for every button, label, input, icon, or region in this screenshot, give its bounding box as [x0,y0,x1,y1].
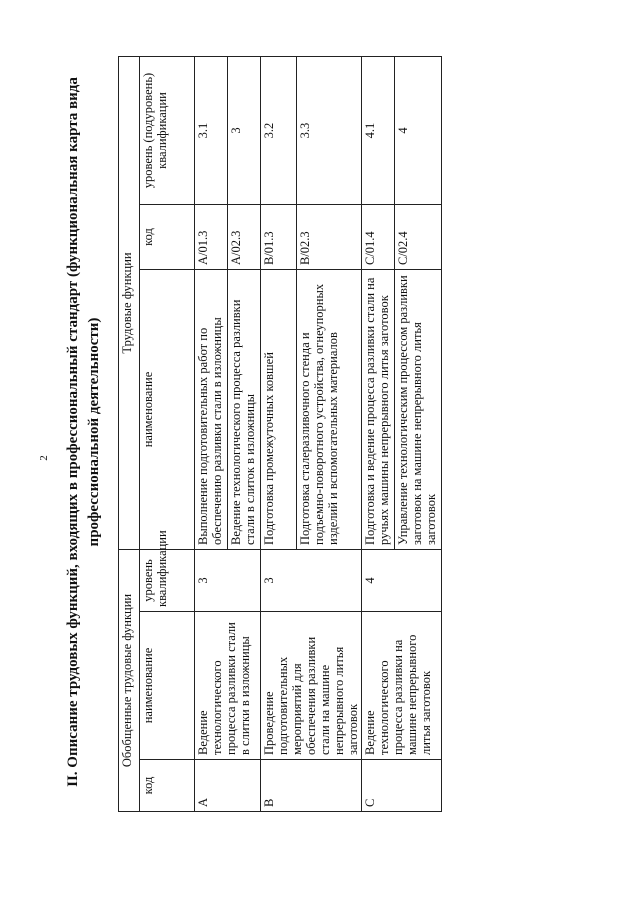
header-labor-code: код [140,205,195,270]
header-row-2 [140,56,195,811]
table-row [362,56,395,811]
title-line-2: профессиональной деятельности) [86,317,102,547]
title-line-1: II. Описание трудовых функций, входящих в профессиональный стандарт (функциональная карта вида [65,77,81,787]
function-code: A/01.3 [195,205,228,270]
header-name: наименование [140,612,195,760]
function-code: C/01.4 [362,205,395,270]
table-row [195,56,228,811]
section-title [64,52,124,812]
group-name: Ведение технологического процесса разливки на машине непрерывного литья заготовок [362,612,442,760]
header-labor-functions: Трудовые функции [119,56,140,549]
function-name: Управление технологическим процессом разливки заготовок на машине непрерывного литья заготовок [395,270,442,550]
group-code: A [195,760,261,812]
function-level: 4 [395,56,442,204]
function-level: 4.1 [362,56,395,204]
header-generalized-functions: Обобщенные трудовые функции [119,550,140,812]
functional-map-table [118,56,442,812]
function-code: B/01.3 [261,205,297,270]
table-row [261,56,297,811]
header-level: уровень квалификации [140,550,195,612]
function-name: Подготовка и ведение процесса разливки стали на ручьях машины непрерывного литья заготовок [362,270,395,550]
group-level: 3 [261,550,362,612]
group-code: B [261,760,362,812]
function-name: Подготовка промежуточных ковшей [261,270,297,550]
function-level: 3.2 [261,56,297,204]
header-row-1 [119,56,140,811]
group-name: Проведение подготовительных мероприятий для обеспечения разливки стали на машине непрерывного литья заготовок [261,612,362,760]
header-labor-name: наименование [140,270,195,550]
function-name: Выполнение подготовительных работ по обеспечению разливки стали в изложницы [195,270,228,550]
group-name: Ведение технологического процесса разливки стали в слитки в изложницы [195,612,261,760]
group-level: 4 [362,550,442,612]
function-code: B/02.3 [297,205,362,270]
group-level: 3 [195,550,261,612]
header-code: код [140,760,195,812]
function-name: Подготовка сталеразливочного стенда и подъемно-поворотного устройства, огнеупорных изделий и вспомогательных материалов [297,270,362,550]
function-code: C/02.4 [395,205,442,270]
group-code: C [362,760,442,812]
function-code: A/02.3 [228,205,261,270]
page-number: 2 [38,455,50,461]
header-labor-level: уровень (подуровень) квалификации [140,56,195,204]
function-level: 3.3 [297,56,362,204]
function-level: 3.1 [195,56,228,204]
function-name: Ведение технологического процесса разливки стали в слиток в изложницы [228,270,261,550]
function-level: 3 [228,56,261,204]
